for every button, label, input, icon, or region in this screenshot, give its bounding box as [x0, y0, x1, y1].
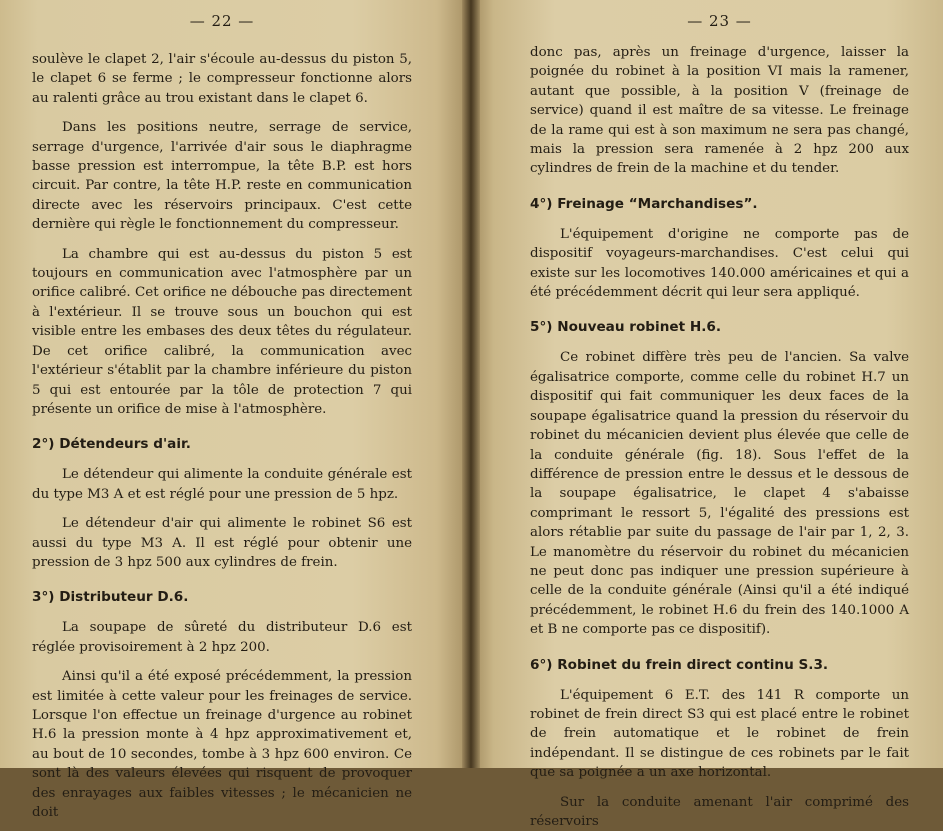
- paragraph: L'équipement d'origine ne comporte pas de dispositif voyageurs-marchandises. C'est celui qui existe sur les locomotives 140.000 américaines et qui a été précédemment décrit qui leur sera appliqué.: [530, 226, 909, 301]
- paragraph: Sur la conduite amenant l'air comprimé des réservoirs: [530, 794, 909, 829]
- paragraph: donc pas, après un freinage d'urgence, laisser la poignée du robinet à la position VI mais la ramener, autant que possible, à la position V (freinage de service) quand il est maître de sa vitesse. Le freinage de la rame qui est à son maximum ne sera pas changé, mais la pression sera ramenée à 2 hpz 200 aux cylindres de frein de la machine et du tender.: [530, 45, 909, 177]
- left-page: [0, 0, 470, 820]
- page-number: — 22 —: [189, 12, 255, 30]
- paragraph-gap: [32, 235, 412, 245]
- paragraph: La chambre qui est au-dessus du piston 5 est toujours en communication avec l'atmosphère par un orifice calibré. Cet orifice ne débouche pas directement à l'extérieur. Il se trouve sous un bouchon qui est visible entre les embases des deux têtes du régulateur. De cet orifice calibré, la communication avec l'extérieur s'établit par la chambre inférieure du piston 5 qui est entourée par la tôle de protection 7 qui présente un orifice de mise à l'atmosphère.: [32, 246, 412, 417]
- paragraph: Ce robinet diffère très peu de l'ancien. Sa valve égalisatrice comporte, comme celle du robinet H.7 un dispositif qui fait communiquer les deux faces de la soupape égalisatrice quand la pression du réservoir du robinet du mécanicien devient plus élevée que celle de la conduite générale (fig. 18). Sous l'effet de la différence de pression entre le dessus et le dessous de la soupape égalisatrice, le clapet 4 s'abaisse comprimant le ressort 5, l'égalité des pressions est alors rétablie par suite du passage de l'air par 1, 2, 3. Le manomètre du réservoir du robinet du mécanicien ne peut donc pas indiquer une pression supérieure à celle de la conduite générale (Ainsi qu'il a été indiqué précédemment, le robinet H.6 du frein des 140.1000 A et B ne comporte pas ce dispositif).: [530, 350, 909, 638]
- section-heading: 5°) Nouveau robinet H.6.: [530, 319, 721, 336]
- paragraph-gap: [32, 657, 412, 667]
- paragraph: Ainsi qu'il a été exposé précédemment, la pression est limitée à cette valeur pour les freinages de service. Lorsque l'on effectue un freinage d'urgence au robinet H.6 la pression monte à 4 hpz approximativement et, au bout de 10 secondes, tombe à 3 hpz 600 environ. Ce sont là des valeurs élevées qui risquent de provoquer des enrayages aux faibles vitesses ; le mécanicien ne doit: [32, 669, 412, 820]
- paragraph: La soupape de sûreté du distributeur D.6 est réglée provisoirement à 2 hpz 200.: [32, 620, 412, 655]
- section-heading: 4°) Freinage “Marchandises”.: [530, 195, 758, 212]
- paragraph: soulève le clapet 2, l'air s'écoule au-dessus du piston 5, le clapet 6 se ferme ; le compresseur fonctionne alors au ralenti grâce au trou existant dans le clapet 6.: [32, 52, 412, 106]
- right-page: [470, 0, 943, 829]
- paragraph-gap: [32, 108, 412, 118]
- page-number: — 23 —: [687, 12, 752, 30]
- section-heading: 6°) Robinet du frein direct continu S.3.: [530, 656, 829, 673]
- paragraph: Le détendeur d'air qui alimente le robinet S6 est aussi du type M3 A. Il est réglé pour obtenir une pression de 3 hpz 500 aux cylindres de frein.: [32, 516, 412, 570]
- section-heading: 3°) Distributeur D.6.: [32, 589, 189, 606]
- paragraph-gap: [32, 504, 412, 514]
- right-page-body: [530, 43, 909, 831]
- paragraph-gap: [530, 783, 909, 793]
- paragraph: Le détendeur qui alimente la conduite générale est du type M3 A et est réglé pour une pression de 5 hpz.: [32, 467, 412, 502]
- left-page-body: [32, 50, 412, 822]
- book-gutter: [462, 0, 480, 768]
- paragraph: L'équipement 6 E.T. des 141 R comporte un robinet de frein direct S3 qui est placé entre le robinet de frein automatique et le robinet de frein indépendant. Il se distingue de ces robinets par le fait que sa poignée a un axe horizontal.: [530, 687, 909, 781]
- section-heading: 2°) Détendeurs d'air.: [32, 436, 191, 453]
- paragraph: Dans les positions neutre, serrage de service, serrage d'urgence, l'arrivée d'air sous le diaphragme basse pression est interrompue, la tête B.P. est hors circuit. Par contre, la tête H.P. reste en communication directe avec les réservoirs principaux. C'est cette dernière qui règle le fonctionnement du compresseur.: [32, 120, 412, 233]
